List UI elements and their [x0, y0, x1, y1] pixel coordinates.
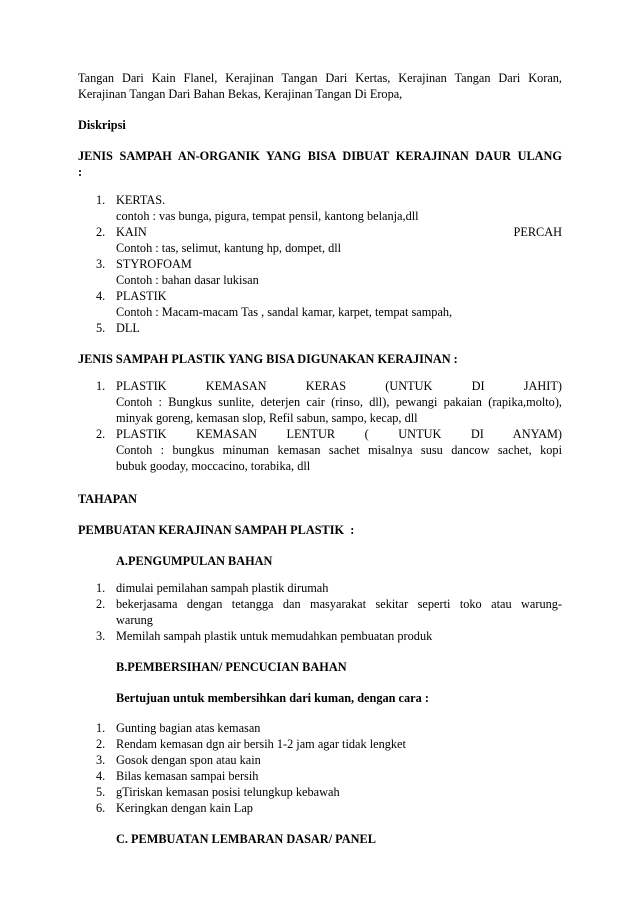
list-item-line-1: Memilah sampah plastik untuk memudahkan pembuatan produk — [116, 629, 433, 643]
list-item — [78, 288, 562, 320]
list-item-line-1: dimulai pemilahan sampah plastik dirumah — [116, 581, 329, 595]
document-body — [78, 70, 562, 847]
list-item-example: Contoh : Macam-macam Tas , sandal kamar, karpet, tempat sampah, — [116, 305, 453, 319]
list-item — [78, 784, 562, 800]
list-item-text: Gosok dengan spon atau kain — [116, 753, 261, 767]
list-number: 4. — [96, 769, 106, 783]
section2-list — [78, 378, 562, 474]
list-item — [78, 736, 562, 752]
heading-pembuatan: PEMBUATAN KERAJINAN SAMPAH PLASTIK : — [78, 523, 355, 537]
list-item-text: gTiriskan kemasan posisi telungkup kebawah — [116, 785, 340, 799]
list-number: 5. — [96, 321, 106, 335]
list-item-example: contoh : vas bunga, pigura, tempat pensil, kantong belanja,dll — [116, 209, 419, 223]
list-item-label-row — [116, 224, 562, 240]
list-item — [78, 800, 562, 816]
list-item — [78, 752, 562, 768]
list-item — [78, 320, 562, 336]
list-item-line-2: warung — [116, 613, 153, 627]
list-item-text: Keringkan dengan kain Lap — [116, 801, 253, 815]
sectionA-list — [78, 580, 562, 644]
list-item-example: Contoh : bahan dasar lukisan — [116, 273, 259, 287]
list-number: 2. — [96, 225, 106, 239]
list-number: 3. — [96, 629, 106, 643]
list-item-line-1: bekerjasama dengan tetangga dan masyarakat sekitar seperti toko atau warung- — [116, 597, 562, 611]
sectionB-title: B.PEMBERSIHAN/ PENCUCIAN BAHAN — [116, 660, 347, 674]
sectionB-subtitle: Bertujuan untuk membersihkan dari kuman, dengan cara : — [116, 691, 429, 705]
intro-line-2: Kerajinan Tangan Dari Bahan Bekas, Kerajinan Tangan Di Eropa, — [78, 87, 403, 101]
list-number: 1. — [96, 581, 106, 595]
intro-paragraph — [78, 70, 562, 102]
list-item-text: Rendam kemasan dgn air bersih 1-2 jam agar tidak lengket — [116, 737, 406, 751]
list-item — [78, 426, 562, 474]
list-item-label: DLL — [116, 321, 140, 335]
list-item-line-1: PLASTIK KEMASAN KERAS (UNTUK DI JAHIT) — [116, 379, 562, 393]
list-item — [78, 378, 562, 426]
list-item — [78, 768, 562, 784]
section1-title-line-2: : — [78, 165, 83, 179]
sectionA-title: A.PENGUMPULAN BAHAN — [116, 554, 273, 568]
list-item — [78, 596, 562, 628]
list-item — [78, 256, 562, 288]
list-item-label: PLASTIK — [116, 289, 167, 303]
list-item — [78, 192, 562, 224]
sectionB-list — [78, 720, 562, 816]
list-item-label-right: PERCAH — [513, 225, 562, 239]
list-item-text: Gunting bagian atas kemasan — [116, 721, 261, 735]
list-number: 2. — [96, 597, 106, 611]
list-item — [78, 580, 562, 596]
list-number: 2. — [96, 737, 106, 751]
list-number: 1. — [96, 379, 106, 393]
list-item-line-2: Contoh : Bungkus sunlite, deterjen cair (rinso, dll), pewangi pakaian (rapika,molto), — [116, 395, 562, 409]
section2-title: JENIS SAMPAH PLASTIK YANG BISA DIGUNAKAN KERAJINAN : — [78, 352, 458, 366]
list-item-line-3: bubuk gooday, moccacino, torabika, dll — [116, 459, 311, 473]
section1-title-line-1: JENIS SAMPAH AN-ORGANIK YANG BISA DIBUAT KERAJINAN DAUR ULANG — [78, 149, 562, 163]
list-item — [78, 224, 562, 256]
heading-tahapan: TAHAPAN — [78, 492, 137, 506]
section1-list — [78, 192, 562, 336]
list-item-text: Bilas kemasan sampai bersih — [116, 769, 259, 783]
list-item — [78, 720, 562, 736]
list-item-label: KERTAS. — [116, 193, 166, 207]
list-number: 3. — [96, 257, 106, 271]
heading-diskripsi: Diskripsi — [78, 118, 126, 132]
list-item-line-1: PLASTIK KEMASAN LENTUR ( UNTUK DI ANYAM) — [116, 427, 562, 441]
list-number: 3. — [96, 753, 106, 767]
list-item-line-3: minyak goreng, kemasan slop, Refil sabun, sampo, kecap, dll — [116, 411, 418, 425]
list-number: 1. — [96, 721, 106, 735]
list-number: 2. — [96, 427, 106, 441]
list-item-label: STYROFOAM — [116, 257, 192, 271]
list-item-label: KAIN — [116, 225, 147, 239]
list-number: 5. — [96, 785, 106, 799]
list-item-line-2: Contoh : bungkus minuman kemasan sachet misalnya susu dancow sachet, kopi — [116, 443, 562, 457]
list-number: 4. — [96, 289, 106, 303]
list-number: 1. — [96, 193, 106, 207]
list-item-example: Contoh : tas, selimut, kantung hp, dompet, dll — [116, 241, 342, 255]
sectionC-title: C. PEMBUATAN LEMBARAN DASAR/ PANEL — [116, 832, 376, 846]
list-number: 6. — [96, 801, 106, 815]
intro-line-1: Tangan Dari Kain Flanel, Kerajinan Tangan Dari Kertas, Kerajinan Tangan Dari Koran, — [78, 71, 562, 85]
list-item — [78, 628, 562, 644]
